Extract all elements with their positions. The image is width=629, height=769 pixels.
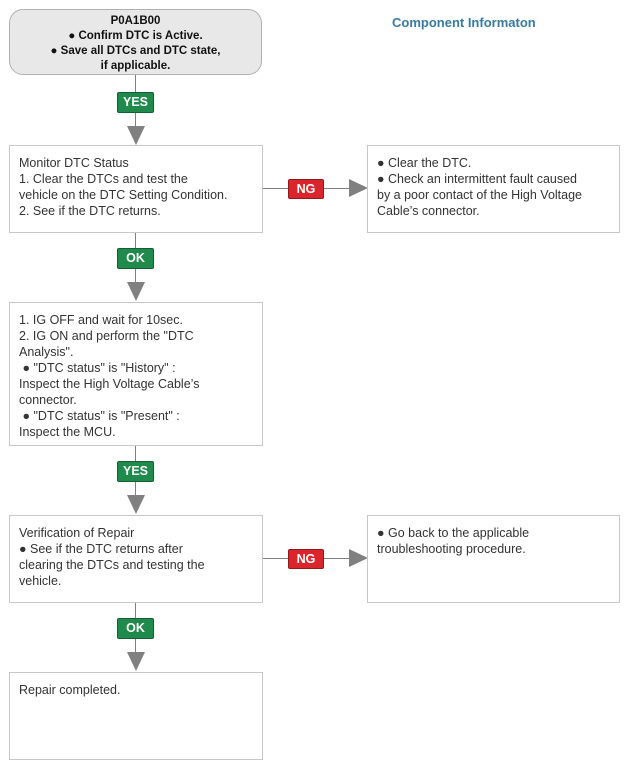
ng2-line-1: ● Go back to the applicable — [377, 526, 530, 540]
step1-line-4: 2. See if the DTC returns. — [19, 204, 161, 218]
dtc-code: P0A1B00 — [110, 15, 161, 27]
step-dtc-analysis — [9, 302, 263, 446]
component-information-link[interactable]: Component Informaton — [392, 15, 536, 30]
connector-line — [135, 482, 136, 496]
step-verification-of-repair — [9, 515, 263, 603]
connector-line — [263, 558, 288, 559]
start-line-2: ● Save all DTCs and DTC state, — [50, 45, 221, 57]
connector-line — [324, 558, 350, 559]
arrow-right-icon — [349, 549, 368, 567]
arrow-down-icon — [127, 652, 145, 671]
yes-badge-1: YES — [117, 92, 154, 113]
start-line-3: if applicable. — [100, 60, 171, 72]
step1-line-1: Monitor DTC Status — [19, 156, 129, 170]
arrow-right-icon — [349, 179, 368, 197]
arrow-down-icon — [127, 126, 145, 145]
step1-line-3: vehicle on the DTC Setting Condition. — [19, 188, 228, 202]
step1-line-2: 1. Clear the DTCs and test the — [19, 172, 188, 186]
ng1-line-1: ● Clear the DTC. — [377, 156, 472, 170]
connector-line — [135, 446, 136, 461]
step2-line-6: connector. — [19, 393, 77, 407]
ng2-line-2: troubleshooting procedure. — [377, 542, 526, 556]
ok-badge-2: OK — [117, 618, 154, 639]
connector-line — [263, 188, 288, 189]
ng1-line-4: Cable’s connector. — [377, 204, 480, 218]
ng1-line-2: ● Check an intermittent fault caused — [377, 172, 578, 186]
arrow-down-icon — [127, 495, 145, 514]
step2-line-4: ● "DTC status" is "History" : — [19, 361, 176, 375]
connector-line — [135, 75, 136, 92]
connector-line — [135, 639, 136, 653]
connector-line — [324, 188, 350, 189]
ng-badge-2: NG — [288, 549, 324, 569]
step-monitor-dtc-status — [9, 145, 263, 233]
step2-line-3: Analysis". — [19, 345, 74, 359]
connector-line — [135, 113, 136, 127]
connector-line — [135, 269, 136, 283]
step2-line-1: 1. IG OFF and wait for 10sec. — [19, 313, 183, 327]
ng-action-box-2 — [367, 515, 620, 603]
start-box — [9, 9, 262, 75]
step-repair-completed — [9, 672, 263, 760]
step2-line-8: Inspect the MCU. — [19, 425, 116, 439]
step3-line-1: Verification of Repair — [19, 526, 135, 540]
ng-badge-1: NG — [288, 179, 324, 199]
start-line-1: ● Confirm DTC is Active. — [68, 30, 203, 42]
step2-line-5: Inspect the High Voltage Cable’s — [19, 377, 200, 391]
step3-line-2: ● See if the DTC returns after — [19, 542, 183, 556]
step3-line-3: clearing the DTCs and testing the — [19, 558, 205, 572]
step3-line-4: vehicle. — [19, 574, 62, 588]
step2-line-7: ● "DTC status" is "Present" : — [19, 409, 180, 423]
ok-badge-1: OK — [117, 248, 154, 269]
connector-line — [135, 603, 136, 618]
yes-badge-2: YES — [117, 461, 154, 482]
ng-action-box-1 — [367, 145, 620, 233]
connector-line — [135, 233, 136, 248]
step2-line-2: 2. IG ON and perform the "DTC — [19, 329, 194, 343]
step4-line-1: Repair completed. — [19, 683, 121, 697]
ng1-line-3: by a poor contact of the High Voltage — [377, 188, 582, 202]
arrow-down-icon — [127, 282, 145, 301]
